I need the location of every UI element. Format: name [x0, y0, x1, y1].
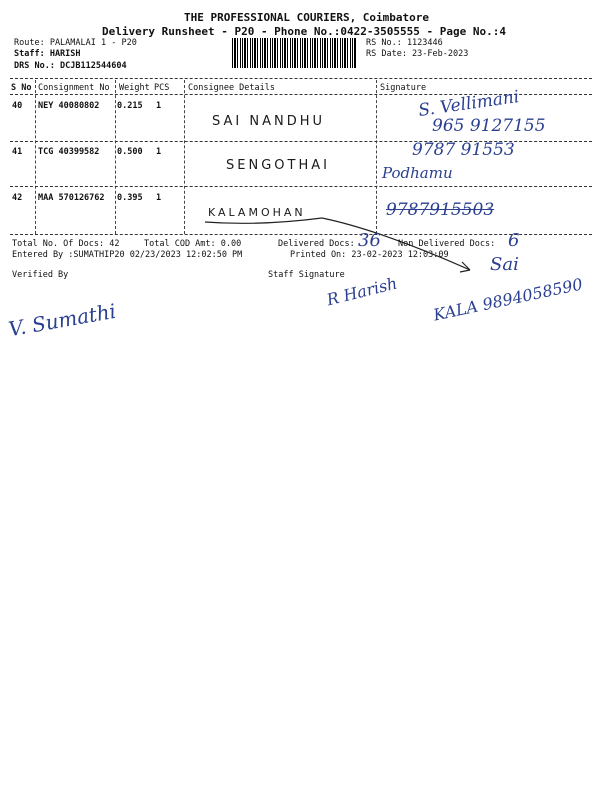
company-title: THE PROFESSIONAL COURIERS, Coimbatore: [184, 11, 430, 24]
runsheet-title: Delivery Runsheet - P20 - Phone No.:0422-3505555 - Page No.:4: [102, 25, 506, 38]
row-signature-name: Podhamu: [382, 164, 453, 182]
row-consignee-handwritten: SAI NANDHU: [212, 114, 325, 129]
row-consignee-handwritten: SENGOTHAI: [226, 158, 330, 173]
total-docs: Total No. Of Docs: 42: [12, 239, 120, 249]
row-signature-name: S. Vellimani: [417, 87, 521, 121]
col-header-weight: Weight: [119, 83, 150, 93]
total-cod: Total COD Amt: 0.00: [144, 239, 242, 249]
row-pcs: 1: [156, 147, 162, 157]
row-consignee-handwritten: KALAMOHAN: [208, 206, 306, 219]
delivered-docs-handwritten: 36: [358, 230, 381, 251]
rs-number: RS No.: 1123446: [366, 38, 443, 48]
row-weight: 0.395: [117, 193, 143, 203]
short-signature: Sai: [490, 254, 519, 275]
row-signature-phone: 965 9127155: [432, 116, 546, 136]
row-consignment: TCG 40399582: [38, 147, 100, 157]
staff-label: Staff: HARISH: [14, 49, 81, 59]
entered-by: Entered By :SUMATHIP20 02/23/2023 12:02:50 PM: [12, 250, 243, 260]
row-sno: 41: [12, 147, 23, 157]
row-sno: 40: [12, 101, 23, 111]
col-header-consignment: Consignment No: [38, 83, 110, 93]
drs-number: DRS No.: DCJB112544604: [14, 61, 127, 71]
staff-signature-label: Staff Signature: [268, 270, 345, 280]
col-header-sno: S No: [11, 83, 32, 93]
row-sno: 42: [12, 193, 23, 203]
delivered-docs-label: Delivered Docs:: [278, 239, 355, 249]
row-weight: 0.215: [117, 101, 143, 111]
non-delivered-docs-handwritten: 6: [508, 230, 520, 251]
col-header-signature: Signature: [380, 83, 427, 93]
staff-signature: R Harish: [324, 273, 400, 310]
row-pcs: 1: [156, 101, 162, 111]
handwritten-note: KALA 9894058590: [431, 274, 585, 325]
row-weight: 0.500: [117, 147, 143, 157]
rs-date: RS Date: 23-Feb-2023: [366, 49, 469, 59]
verifier-signature: V. Sumathi: [6, 298, 118, 342]
row-pcs: 1: [156, 193, 162, 203]
col-header-consignee: Consignee Details: [188, 83, 275, 93]
row-signature-phone: 9787 91553: [412, 140, 515, 160]
printed-on: Printed On: 23-02-2023 12:03:09: [290, 250, 449, 260]
verified-by-label: Verified By: [12, 270, 69, 280]
row-consignment: NEY 40080802: [38, 101, 100, 111]
non-delivered-docs-label: Non Delivered Docs:: [398, 239, 496, 249]
row-consignment: MAA 570126762: [38, 193, 105, 203]
route-label: Route: PALAMALAI 1 - P20: [14, 38, 137, 48]
row-signature-phone: 9787915503: [386, 200, 495, 220]
col-header-pcs: PCS: [154, 83, 170, 93]
